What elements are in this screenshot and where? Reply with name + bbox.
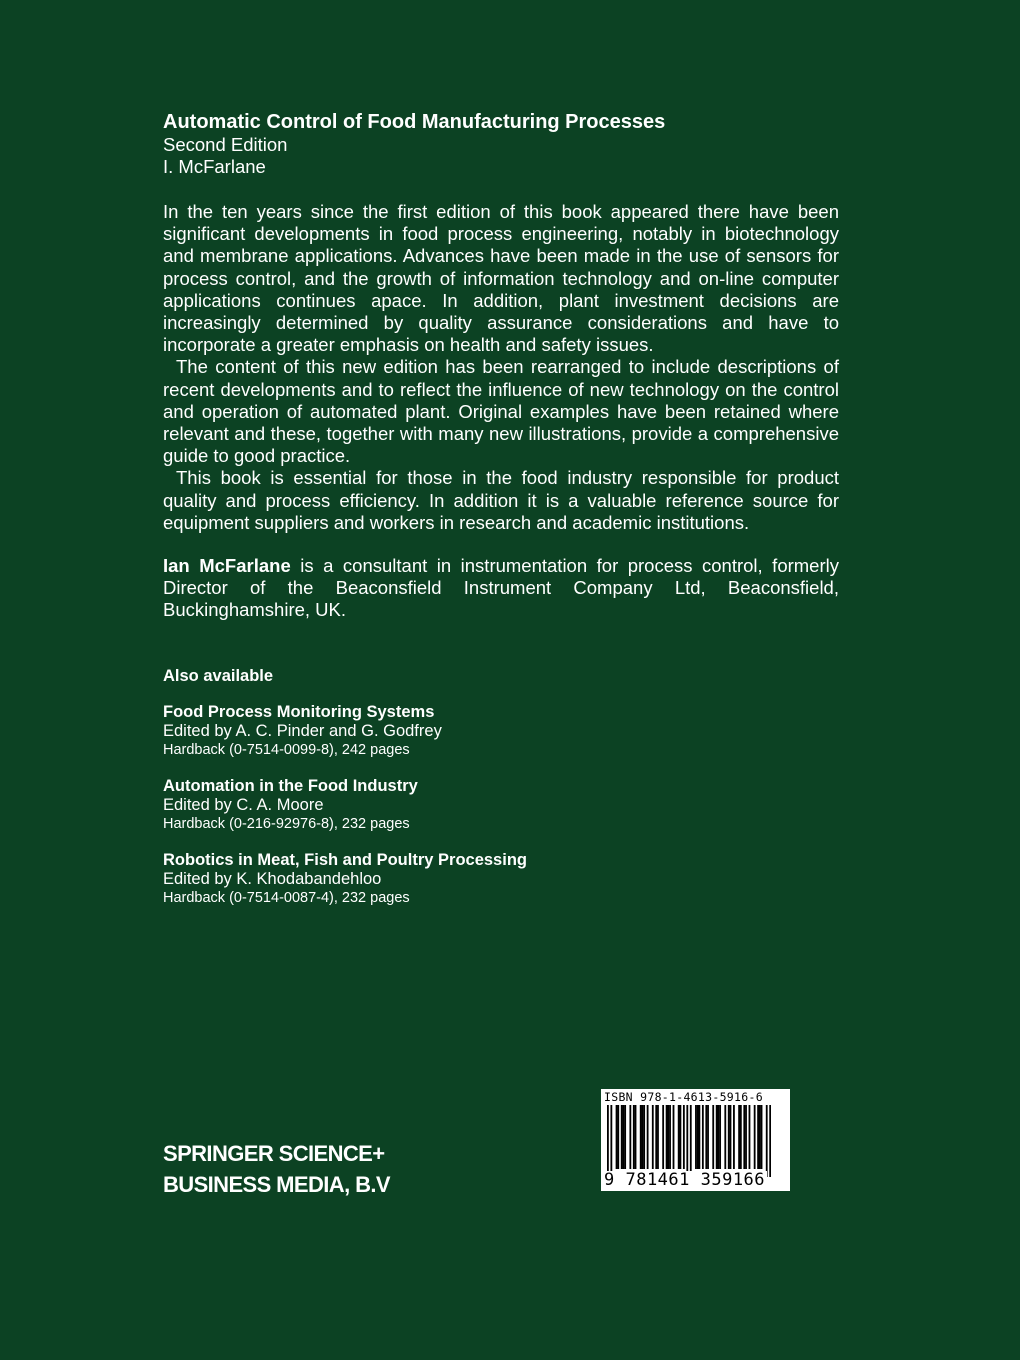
barcode-bar	[738, 1105, 740, 1169]
barcode-bar	[705, 1105, 707, 1169]
barcode-bar	[716, 1105, 718, 1169]
barcode-bar	[766, 1105, 768, 1177]
description-paragraph: This book is essential for those in the food industry responsible for product quality and process efficiency. In addition it is a valuable reference source for equipment suppliers and workers in research and academic institutions.	[163, 467, 839, 533]
also-available-format: Hardback (0-7514-0087-4), 232 pages	[163, 890, 410, 906]
barcode-bar	[678, 1105, 680, 1169]
barcode-bar	[635, 1105, 637, 1169]
barcode-bar	[740, 1105, 742, 1169]
publisher-line: SPRINGER SCIENCE+	[163, 1141, 385, 1166]
barcode-bar	[745, 1105, 747, 1169]
also-available-title: Automation in the Food Industry	[163, 777, 418, 795]
barcode-bar	[640, 1105, 642, 1169]
barcode-bar	[719, 1105, 721, 1169]
author-bio-text: is a consultant in instrumentation for process control, formerly Director of the Beaconsfield Instrument Company Ltd, Beaconsfield, Buckinghamshire, UK.	[163, 555, 839, 621]
also-available-title: Food Process Monitoring Systems	[163, 703, 435, 721]
book-description	[163, 201, 839, 534]
also-available-heading: Also available	[163, 667, 274, 685]
also-available-format: Hardback (0-216-92976-8), 232 pages	[163, 816, 410, 832]
barcode-bar	[686, 1105, 688, 1177]
book-title: Automatic Control of Food Manufacturing Processes	[163, 111, 666, 133]
isbn-label: ISBN 978-1-4613-5916-6	[604, 1090, 763, 1104]
barcode-bar	[695, 1105, 697, 1169]
author-bio	[163, 555, 839, 622]
publisher-name	[163, 1138, 390, 1200]
barcode-bars	[607, 1105, 771, 1177]
barcode-bar	[757, 1105, 759, 1169]
barcode-bar	[616, 1105, 618, 1169]
also-available-item	[163, 777, 839, 833]
barcode-bar	[728, 1105, 730, 1169]
also-available-item	[163, 851, 839, 907]
barcode-bar	[690, 1105, 692, 1177]
book-edition: Second Edition	[163, 134, 288, 155]
barcode-bar	[712, 1105, 714, 1169]
barcode-bar	[761, 1105, 763, 1169]
barcode-bar	[633, 1105, 635, 1169]
barcode-bar	[702, 1105, 704, 1169]
barcode-bar	[730, 1105, 732, 1169]
barcode-bar	[698, 1105, 700, 1169]
barcode-bar	[655, 1105, 657, 1169]
also-available-editor: Edited by C. A. Moore	[163, 796, 324, 814]
barcode-bar	[624, 1105, 626, 1169]
barcode-bar	[621, 1105, 623, 1169]
also-available-title: Robotics in Meat, Fish and Poultry Processing	[163, 851, 527, 869]
book-author: I. McFarlane	[163, 156, 266, 177]
barcode-bar	[607, 1105, 609, 1177]
also-available-editor: Edited by A. C. Pinder and G. Godfrey	[163, 722, 442, 740]
also-available-list	[163, 703, 839, 925]
also-available-format: Hardback (0-7514-0099-8), 242 pages	[163, 742, 410, 758]
barcode-bar	[769, 1105, 771, 1177]
barcode-bar	[666, 1105, 668, 1169]
author-bio-name: Ian McFarlane	[163, 555, 291, 576]
barcode-bar	[733, 1105, 735, 1169]
barcode-bar	[759, 1105, 761, 1169]
barcode-bar	[749, 1105, 751, 1169]
barcode-bar	[717, 1105, 719, 1169]
barcode-bar	[629, 1105, 631, 1169]
barcode-bar	[743, 1105, 745, 1169]
barcode-bar	[642, 1105, 644, 1169]
description-paragraph: The content of this new edition has been rearranged to include descriptions of recent developments and to reflect the influence of new technology on the control and operation of automated plant. Original examples have been retained where relevant and these, together with many new illustrations, provide a comprehensive guide to good practice.	[163, 356, 839, 467]
barcode-bar	[724, 1105, 726, 1169]
barcode-bar	[669, 1105, 671, 1169]
barcode-bar	[617, 1105, 619, 1169]
barcode-bar	[623, 1105, 625, 1169]
barcode-bar	[697, 1105, 699, 1169]
also-available-item	[163, 703, 839, 759]
barcode-bar	[662, 1105, 664, 1169]
barcode-bar	[707, 1105, 709, 1169]
barcode-bar	[673, 1105, 675, 1169]
barcode-bar	[754, 1105, 756, 1169]
isbn-barcode	[601, 1089, 790, 1191]
also-available-editor: Edited by K. Khodabandehloo	[163, 870, 382, 888]
barcode-digits: 9 781461 359166	[604, 1170, 766, 1190]
barcode-bar	[667, 1105, 669, 1169]
barcode-bar	[647, 1105, 649, 1169]
barcode-bar	[657, 1105, 659, 1169]
description-paragraph: In the ten years since the first edition of this book appeared there have been significant developments in food process engineering, notably in biotechnology and membrane applications. Advances have been made in the use of sensors for process control, and the growth of information technology and on-line computer applications continues apace. In addition, plant investment decisions are increasingly determined by quality assurance considerations and have to incorporate a greater emphasis on health and safety issues.	[163, 201, 839, 356]
barcode-bar	[680, 1105, 682, 1169]
barcode-bar	[683, 1105, 685, 1169]
barcode-bar	[610, 1105, 612, 1177]
publisher-line: BUSINESS MEDIA, B.V	[163, 1172, 390, 1197]
barcode-bar	[643, 1105, 645, 1169]
barcode-bar	[652, 1105, 654, 1169]
